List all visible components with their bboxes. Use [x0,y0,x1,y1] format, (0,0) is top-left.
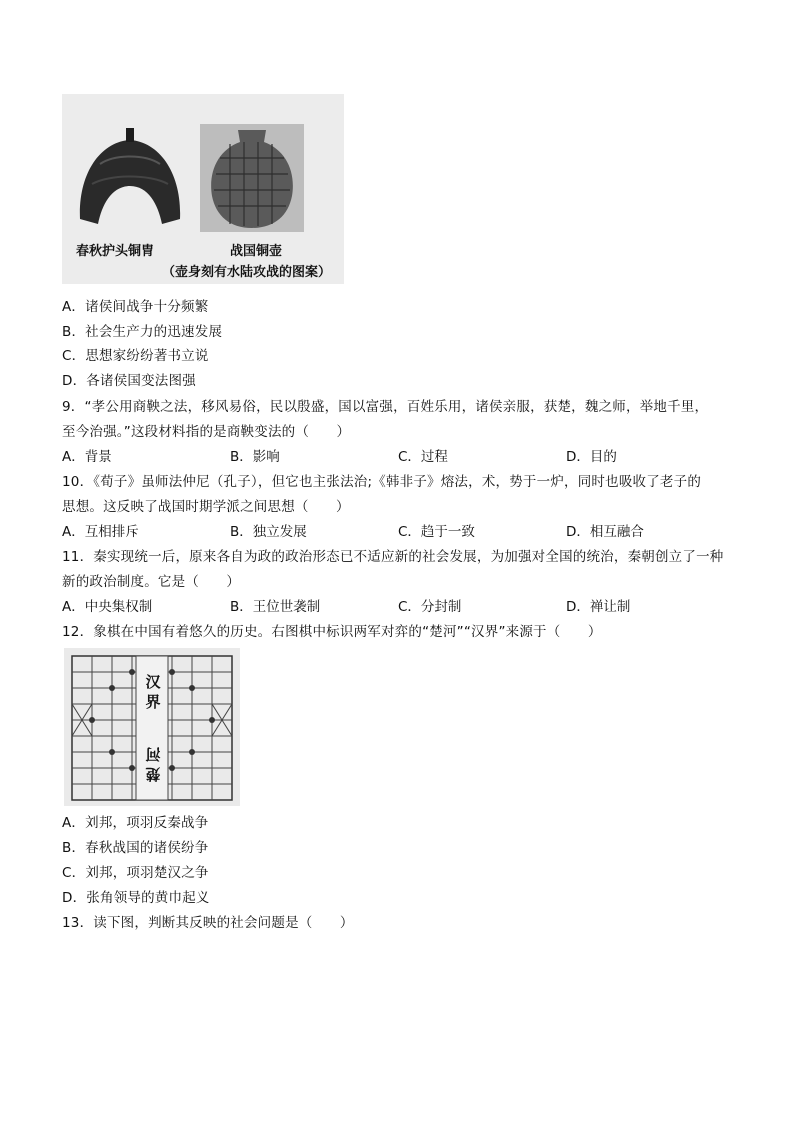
q12-option-a: A．刘邦，项羽反秦战争 [62,815,209,831]
bronze-artifacts-figure [62,94,344,284]
q12-option-d: D．张角领导的黄巾起义 [62,890,210,906]
q8-option-d: D．各诸侯国变法图强 [62,373,196,389]
q10-option-d: D．相互融合 [566,524,644,540]
q9-option-a: A．背景 [62,449,112,465]
bronze-helmet-image [70,124,190,234]
q9-stem-line2: 至今治强。”这段材料指的是商鞅变法的（ ） [62,424,351,440]
q9-option-d: D．目的 [566,449,617,465]
q11-stem-line1: 11．秦实现统一后，原来各自为政的政治形态已不适应新的社会发展，为加强对全国的统治，秦朝创立了一种 [62,549,724,565]
bronze-pot-image [200,124,304,232]
q8-option-c: C．思想家纷纷著书立说 [62,348,209,364]
q10-option-a: A．互相排斥 [62,524,139,540]
q12-stem-line1: 12．象棋在中国有着悠久的历史。右图棋中标识两军对弈的“楚河”“汉界”来源于（ ） [62,624,602,640]
q11-option-c: C．分封制 [398,599,462,615]
q11-option-d: D．禅让制 [566,599,631,615]
q12-option-b: B．春秋战国的诸侯纷争 [62,840,209,856]
q9-stem-line1: 9．“孝公用商鞅之法，移风易俗，民以殷盛，国以富强，百姓乐用，诸侯亲服，获楚，魏之师，举地千里， [62,399,709,415]
q13-stem-line1: 13．读下图，判断其反映的社会问题是（ ） [62,915,354,931]
q11-stem-line2: 新的政治制度。它是（ ） [62,574,241,590]
q10-option-b: B．独立发展 [230,524,307,540]
q10-stem-line1: 10．《荀子》虽师法仲尼（孔子），但它也主张法治;《韩非子》熔法，术，势于一炉，同时也吸收了老子的 [62,474,702,490]
q10-option-c: C．趋于一致 [398,524,475,540]
q9-option-c: C．过程 [398,449,448,465]
q9-option-b: B．影响 [230,449,280,465]
q12-option-c: C．刘邦，项羽楚汉之争 [62,865,209,881]
q11-option-b: B．王位世袭制 [230,599,321,615]
q11-option-a: A．中央集权制 [62,599,153,615]
q8-option-a: A．诸侯间战争十分频繁 [62,299,209,315]
pot-caption-note: （壶身刻有水陆攻战的图案） [162,265,332,280]
board-label-hanjie: 汉界 [145,673,161,711]
q8-option-b: B．社会生产力的迅速发展 [62,324,223,340]
pot-caption: 战国铜壶 [230,244,283,259]
board-label-chuhe: 楚河 [145,745,161,783]
q10-stem-line2: 思想。这反映了战国时期学派之间思想（ ） [62,499,350,515]
chinese-chess-board-figure [64,648,240,806]
helmet-caption: 春秋护头铜胄 [76,244,155,259]
